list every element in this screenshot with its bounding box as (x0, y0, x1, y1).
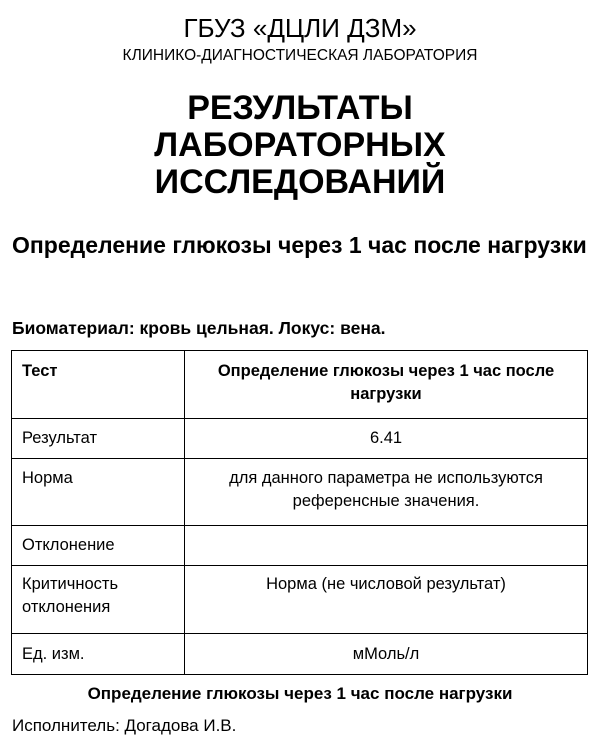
row-label: Ед. изм. (12, 634, 185, 675)
document-title-line-1: РЕЗУЛЬТАТЫ (187, 89, 413, 127)
row-label: Тест (12, 351, 185, 419)
document-title (0, 90, 600, 201)
performer-line: Исполнитель: Догадова И.В. (12, 716, 237, 735)
results-table (11, 350, 588, 675)
laboratory-name: КЛИНИКО-ДИАГНОСТИЧЕСКАЯ ЛАБОРАТОРИЯ (122, 47, 478, 64)
row-label: Норма (12, 459, 185, 526)
table-row-norm (12, 459, 588, 526)
table-row-units (12, 634, 588, 675)
test-heading: Определение глюкозы через 1 час после нагрузки (12, 232, 587, 258)
row-value: 6.41 (185, 419, 588, 459)
row-value: мМоль/л (185, 634, 588, 675)
row-value: Определение глюкозы через 1 час после нагрузки (185, 351, 588, 419)
table-row-deviation (12, 526, 588, 566)
table-row-test (12, 351, 588, 419)
row-label: Критичность отклонения (12, 566, 185, 634)
document-title-line-2: ЛАБОРАТОРНЫХ (154, 126, 446, 164)
row-value: Норма (не числовой результат) (185, 566, 588, 634)
row-label: Результат (12, 419, 185, 459)
table-row-result (12, 419, 588, 459)
row-value: для данного параметра не используются референсные значения. (185, 459, 588, 526)
row-label: Отклонение (12, 526, 185, 566)
organization-name: ГБУЗ «ДЦЛИ ДЗМ» (183, 13, 417, 43)
biomaterial-line: Биоматериал: кровь цельная. Локус: вена. (12, 318, 386, 338)
row-value (185, 526, 588, 566)
document-title-line-3: ИССЛЕДОВАНИЙ (154, 163, 446, 201)
table-row-criticality (12, 566, 588, 634)
footer-test-name: Определение глюкозы через 1 час после нагрузки (87, 684, 513, 703)
